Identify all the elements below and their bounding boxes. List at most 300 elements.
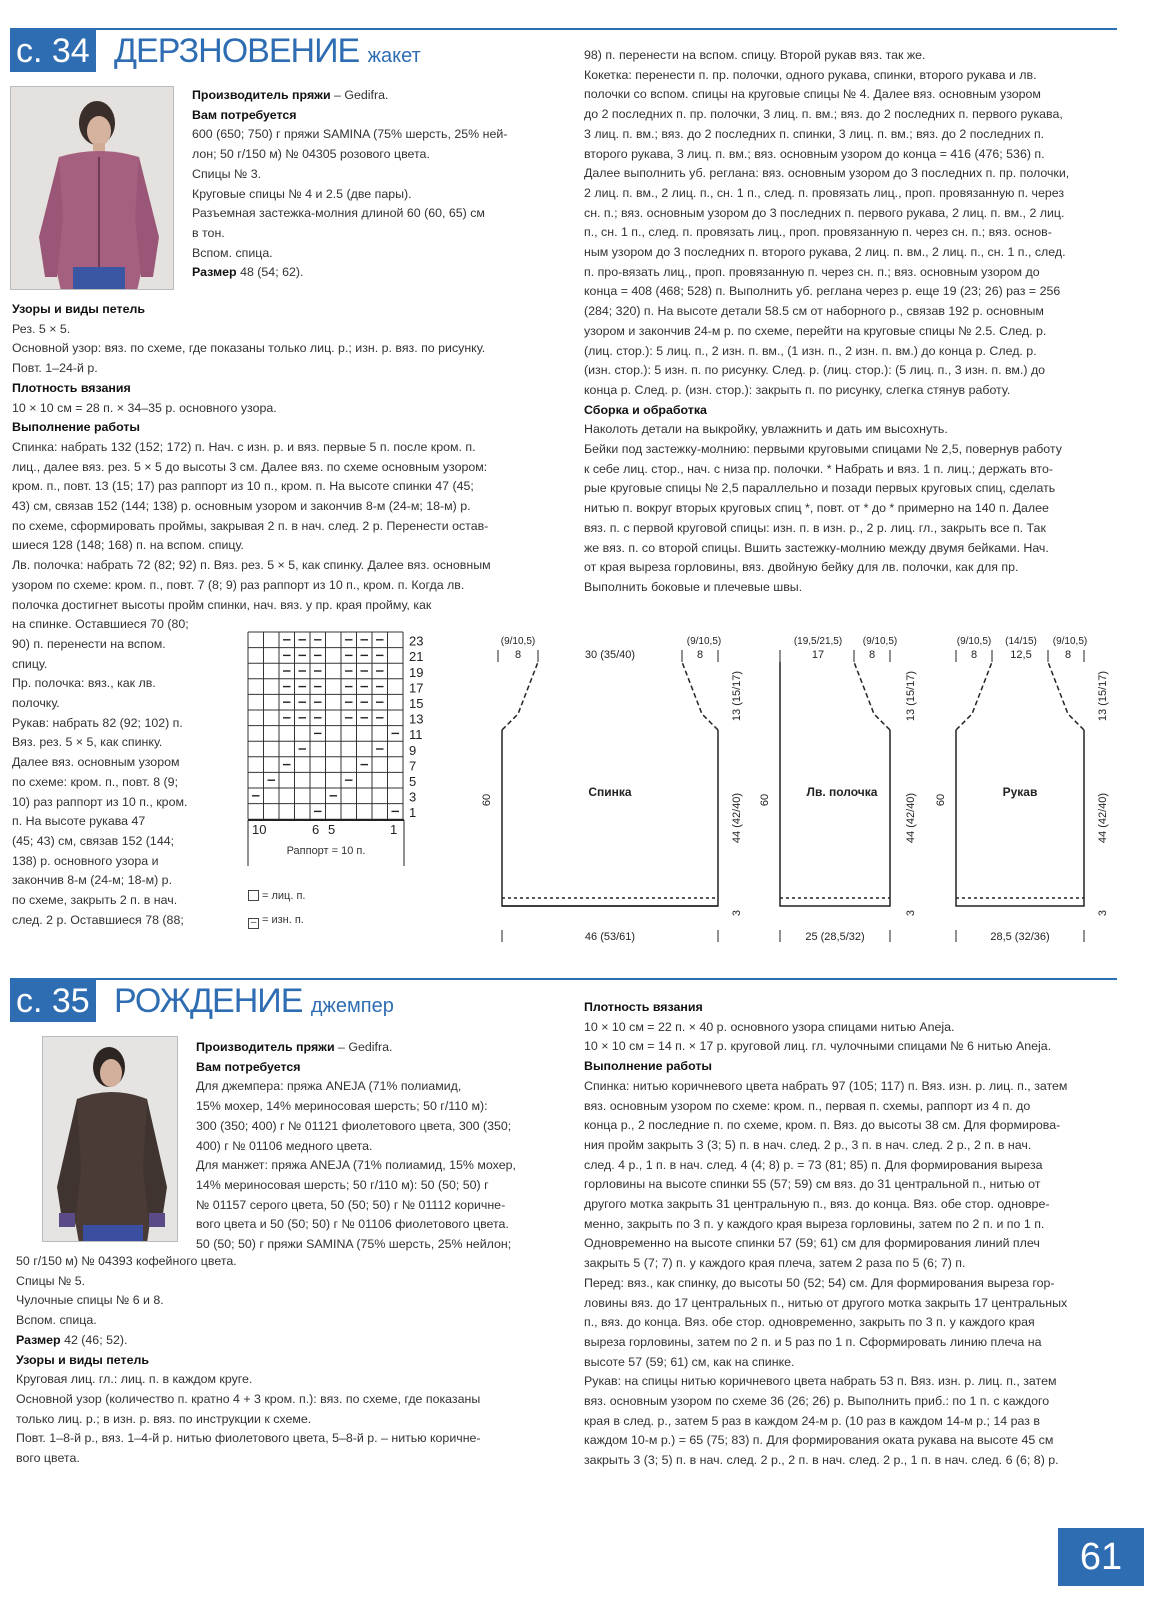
right-line (584, 322, 1069, 342)
right-text: конца р. След. р. (изн. стор.): закрыть п. по рисунку, слегка стянув работу. (584, 382, 1011, 397)
main-text: 138) р. основного узора и (12, 853, 159, 868)
main-text: Вяз. рез. 5 × 5, как спинку. (12, 735, 163, 750)
main-text: п. На высоте рукава 47 (12, 814, 146, 829)
intro-text: Спицы № 3. (192, 166, 262, 181)
right-text: другого мотка закрыть 31 центральную п., вяз. до конца. Вяз. обе стор. одновре- (584, 1197, 1050, 1212)
front-top-dim: 8 (868, 649, 876, 661)
main-text: Лв. полочка: набрать 72 (82; 92) п. Вяз. рез. 5 × 5, как спинку. Далее вяз. основным (12, 558, 491, 573)
section2-page-ref: с. 35 (10, 980, 96, 1022)
chart-row-label: 17 (409, 680, 424, 696)
main-line (12, 576, 491, 596)
main-text: Спицы № 5. (16, 1273, 86, 1288)
purl-symbol-icon: – (248, 918, 259, 929)
right-line (584, 1077, 1067, 1097)
right-text: Выполнить боковые и плечевые швы. (584, 579, 803, 594)
right-line (584, 479, 1069, 499)
sleeve-label: Рукав (1002, 785, 1038, 799)
main-text: узором по схеме: кром. п., повт. 7 (8; 9) раз раппорт из 10 п., кром. п. Когда лв. (12, 577, 465, 592)
right-text: закрыть 5 (7; 7) п. у каждого края плеча, затем 2 раза по 5 (6; 7) п. (584, 1256, 966, 1271)
main-text: 42 (46; 52). (60, 1332, 128, 1347)
legend-knit-text: = лиц. п. (262, 890, 306, 902)
intro-label: Вам потребуется (192, 107, 297, 122)
main-label: Размер (16, 1332, 61, 1347)
chart-grid (248, 632, 423, 820)
main-text: по схеме, закрыть 2 п. в нач. (12, 893, 178, 908)
chart-row-label: 13 (409, 711, 424, 727)
main-text: след. 2 р. Оставшиеся 78 (88; (12, 912, 184, 927)
main-text: Повт. 1–24-й р. (12, 361, 98, 376)
right-text: каждом 10-м р.) = 65 (75; 83) п. Для формирования оката рукава на высоте 45 см (584, 1433, 1054, 1448)
right-text: ным узором до 3 последних п. второго рукава, 2 лиц. п. вм., 2 лиц. п., сн. 1 п., след. (584, 245, 1066, 260)
main-text: только лиц. р.; в изн. р. вяз. по инструкции к схеме. (16, 1411, 312, 1426)
jumper-photo (42, 1036, 178, 1242)
intro-line (196, 1058, 516, 1078)
main-line (16, 1331, 481, 1351)
right-label: Плотность вязания (584, 1000, 703, 1014)
main-text: 50 г/150 м) № 04393 кофейного цвета. (16, 1254, 237, 1268)
section2-title-text: РОЖДЕНИЕ (114, 982, 303, 1020)
main-text: Повт. 1–8-й р., вяз. 1–4-й р. нитью фиолетового цвета, 5–8-й р. – нитью коричне- (16, 1431, 481, 1446)
right-line (584, 1175, 1067, 1195)
main-label: Плотность вязания (12, 380, 131, 395)
right-line (584, 401, 1069, 421)
section2-intro (196, 1038, 516, 1255)
main-line (16, 1410, 481, 1430)
main-text: Круговая лиц. гл.: лиц. п. в каждом круге. (16, 1372, 253, 1387)
main-text: Вспом. спица. (16, 1313, 97, 1328)
right-text: Далее выполнить уб. реглана: вяз. основным узором до 3 последних п. пр. полочки, (584, 166, 1070, 181)
back-side-dim: 3 (731, 909, 743, 917)
section1-title (114, 30, 421, 77)
chart-row-label: 5 (409, 774, 417, 789)
intro-line (196, 1077, 516, 1097)
intro-text: 14% мериносовая шерсть; 50 г/110 м): 50 (50; 50) г (196, 1177, 489, 1192)
main-text: спицу. (12, 656, 48, 671)
section1-kind: жакет (367, 45, 421, 67)
right-text: след. 4 р., 1 п. в нач. след. 4 (4; 8) р. = 73 (81; 85) п. Для формирования выреза (584, 1157, 1043, 1172)
right-label: Выполнение работы (584, 1059, 712, 1074)
right-text: ловины вяз. до 17 центральных п., нитью от другого мотка закрыть 17 центральных (584, 1295, 1068, 1310)
sleeve-top-dim: (9/10,5) (956, 636, 992, 647)
section2-right-text (584, 998, 1067, 1471)
back-side-dim: 13 (15/17) (731, 670, 743, 722)
right-line (584, 1018, 1067, 1038)
right-line (584, 1116, 1067, 1136)
right-line (584, 440, 1069, 460)
sleeve-shape (956, 662, 1084, 906)
right-line (584, 1274, 1067, 1294)
right-text: вяз. п. с первой круговой спицы: изн. п. в изн. р., 2 р. лиц. гл., закрыть все п. Так (584, 520, 1046, 535)
right-line (584, 223, 1069, 243)
back-shape (502, 662, 718, 906)
main-text: Спинка: набрать 132 (152; 172) п. Нач. с изн. р. и вяз. первые 5 п. после кром. п. (12, 439, 476, 454)
intro-text: Круговые спицы № 4 и 2.5 (две пары). (192, 186, 412, 201)
section1-right-text (584, 46, 1069, 598)
right-text: рые круговые спицы № 2,5 параллельно и позади первых круговых спиц, сделать (584, 481, 1056, 496)
main-line (12, 399, 491, 419)
right-text: Спинка: нитью коричневого цвета набрать 97 (105; 117) п. Вяз. изн. р. лиц. п., затем (584, 1078, 1068, 1093)
chart-row-label: 21 (409, 649, 424, 665)
main-text: 90) п. перенести на вспом. (12, 636, 166, 651)
back-height: 60 (481, 793, 493, 807)
right-text: Наколоть детали на выкройку, увлажнить и дать им высохнуть. (584, 422, 948, 437)
intro-line (192, 263, 507, 283)
back-top-dim: (9/10,5) (500, 636, 536, 647)
right-line (584, 1451, 1067, 1471)
chart-row-label: 19 (409, 664, 424, 680)
right-line (584, 1392, 1067, 1412)
intro-text: Для джемпера: пряжа ANEJA (71% полиамид, (196, 1079, 462, 1094)
intro-line (196, 1196, 516, 1216)
right-line (584, 1156, 1067, 1176)
right-line (584, 1333, 1067, 1353)
main-text: (45; 43) см, связав 152 (144; (12, 833, 175, 848)
chart-row-label: 7 (409, 758, 417, 774)
chart-row-label: 1 (409, 805, 417, 821)
intro-line (192, 125, 507, 145)
main-text: Рукав: набрать 82 (92; 102) п. (12, 715, 183, 730)
chart-legend-purl (248, 914, 304, 929)
intro-line (192, 145, 507, 165)
right-text: 10 × 10 см = 22 п. × 40 р. основного узора спицами нитью Aneja. (584, 1019, 955, 1034)
right-line (584, 204, 1069, 224)
front-side-dim: 13 (15/17) (905, 670, 917, 722)
right-text: 3 лиц. п. вм.; вяз. до 2 последних п. спинки, 3 лиц. п. вм.; вяз. до 2 последних п. (584, 126, 1045, 141)
right-line (584, 539, 1069, 559)
intro-label: Размер (192, 265, 237, 280)
intro-line (196, 1156, 516, 1176)
page-number: 61 (1058, 1528, 1144, 1586)
right-line (584, 499, 1069, 519)
main-line (12, 497, 491, 517)
front-top-dim: (9/10,5) (862, 636, 898, 647)
right-line (584, 381, 1069, 401)
sleeve-height: 60 (935, 793, 947, 807)
chart-col-label: 10 (252, 822, 267, 837)
right-line (584, 282, 1069, 302)
right-line (584, 263, 1069, 283)
intro-line (196, 1137, 516, 1157)
jacket-photo (10, 86, 174, 290)
right-text: Перед: вяз., как спинку, до высоты 50 (52; 54) см. Для формирования выреза гор- (584, 1275, 1055, 1290)
right-text: Бейки под застежку-молнию: первыми круговыми спицами № 2,5, повернув работу (584, 442, 1062, 457)
right-text: узором и закончив 24-м р. по схеме, перейти на круговые спицы № 2.5. След. р. (584, 323, 1047, 338)
right-line (584, 243, 1069, 263)
main-line (12, 418, 491, 438)
right-line (584, 184, 1069, 204)
sleeve-top-dim: (9/10,5) (1052, 636, 1088, 647)
front-side-dim: 44 (42/40) (905, 792, 917, 844)
intro-text: 300 (350; 400) г № 01121 фиолетового цвета, 300 (350; (196, 1118, 512, 1133)
right-line (584, 420, 1069, 440)
intro-text: 50 (50; 50) г пряжи SAMINA (75% шерсть, 25% нейлон; (196, 1237, 512, 1252)
main-line (16, 1370, 481, 1390)
sleeve-side-dim: 44 (42/40) (1097, 792, 1109, 844)
back-top-dim: 8 (514, 649, 522, 661)
main-line (16, 1252, 481, 1272)
main-line (16, 1272, 481, 1292)
main-line (16, 1429, 481, 1449)
dimension-ticks (498, 650, 1084, 942)
right-text: Одновременно на высоте спинки 57 (59; 61) см для формирования линий плеч (584, 1236, 1040, 1251)
right-text: п. про-вязать лиц., проп. провязанную п. через сн. п.; вяз. основным узором до (584, 264, 1040, 279)
intro-text: 48 (54; 62). (236, 265, 304, 280)
right-line (584, 1037, 1067, 1057)
intro-text: 400) г № 01106 медного цвета. (196, 1138, 373, 1153)
main-text: Рез. 5 × 5. (12, 321, 71, 336)
intro-text: № 01157 серого цвета, 50 (50; 50) г № 01112 коричне- (196, 1197, 506, 1212)
right-line (584, 1234, 1067, 1254)
intro-text: в тон. (192, 225, 225, 240)
intro-line (192, 204, 507, 224)
right-text: второго рукава, 3 лиц. п. вм.; вяз. основным узором до конца = 416 (476; 536) п. (584, 146, 1045, 161)
right-line (584, 1431, 1067, 1451)
intro-line (196, 1215, 516, 1235)
right-line (584, 1136, 1067, 1156)
front-top-dim: (19,5/21,5) (793, 636, 843, 647)
right-line (584, 558, 1069, 578)
main-line (16, 1311, 481, 1331)
knit-symbol-icon (248, 890, 259, 901)
front-height: 60 (759, 793, 771, 807)
section2-title (114, 980, 394, 1027)
right-line (584, 105, 1069, 125)
right-text: ния пройм закрыть 3 (3; 5) п. в нач. след. 2 р., 3 п. в нач. след. 2 р., 2 п. в нач. (584, 1137, 1032, 1152)
intro-label: Вам потребуется (196, 1059, 301, 1074)
right-text: 98) п. перенести на вспом. спицу. Второй рукав вяз. так же. (584, 48, 926, 62)
section2-main-text (16, 1252, 481, 1469)
knitting-chart (244, 628, 444, 868)
main-line (12, 556, 491, 576)
right-line (584, 164, 1069, 184)
intro-line (196, 1097, 516, 1117)
right-text: края в след. р., затем 5 раз в каждом 24-м р. (10 раз в каждом 14-м р.; 14 раз в (584, 1413, 1040, 1428)
right-line (584, 519, 1069, 539)
right-line (584, 361, 1069, 381)
pattern-schematics (470, 630, 1120, 950)
right-line (584, 85, 1069, 105)
right-text: п., сн. 1 п., след. п. провязать лиц., проп. провязанную п. через сн. п.; вяз. основ- (584, 225, 1052, 240)
section1-intro (192, 86, 507, 283)
chart-row-label: 11 (409, 727, 423, 743)
right-text: закрыть 3 (3; 5) п. в нач. след. 2 р., 2 п. в нач. след. 2 р., 1 п. в нач. след. 6 (6; 8) р. (584, 1453, 1059, 1468)
right-text: сн. п.; вяз. основным узором до 3 последних п. первого рукава, 2 лиц. п. вм., 2 лиц. (584, 205, 1065, 220)
right-line (584, 1372, 1067, 1392)
main-text: Чулочные спицы № 6 и 8. (16, 1293, 164, 1308)
main-line (12, 300, 491, 320)
right-line (584, 1057, 1067, 1077)
main-text: вого цвета. (16, 1451, 80, 1466)
intro-text: 600 (650; 750) г пряжи SAMINA (75% шерсть, 25% ней- (192, 127, 508, 142)
back-top-dim: (9/10,5) (686, 636, 722, 647)
right-text: конца = 408 (468; 528) п. Выполнить уб. реглана через р. еще 19 (23; 26) раз = 256 (584, 284, 1061, 299)
main-line (12, 458, 491, 478)
main-line (12, 339, 491, 359)
sleeve-side-dim: 13 (15/17) (1097, 670, 1109, 722)
back-bottom-dim: 46 (53/61) (584, 931, 636, 943)
front-top-dim: 17 (811, 649, 825, 661)
main-line (12, 517, 491, 537)
main-line (12, 477, 491, 497)
right-text: конца р., 2 последние п. по схеме, кром. п. Вяз. до высоты 38 см. Для формирова- (584, 1118, 1061, 1133)
right-text: (изн. стор.): 5 изн. п. по рисунку. След. р. (лиц. стор.): (5 лиц. п., 3 изн. п. вм.) до (584, 363, 1046, 378)
right-text: вяз. основным узором по схеме 36 (26; 26) р. Выполнить приб.: по 1 п. с каждого (584, 1394, 1050, 1409)
sleeve-top-dim: (14/15) (1005, 636, 1037, 647)
main-label: Выполнение работы (12, 420, 140, 435)
main-line (12, 359, 491, 379)
right-line (584, 1195, 1067, 1215)
right-text: менно, закрыть по 3 п. у каждого края выреза горловины, затем по 2 п. и по 1 п. (584, 1216, 1045, 1231)
right-label: Сборка и обработка (584, 402, 707, 417)
right-line (584, 125, 1069, 145)
right-text: выреза горловины, затем по 2 п. и 5 раз по 1 п. Сформировать линию плеча на (584, 1334, 1042, 1349)
intro-line (192, 86, 507, 106)
main-line (12, 536, 491, 556)
main-line (12, 320, 491, 340)
main-line (16, 1390, 481, 1410)
right-line (584, 460, 1069, 480)
intro-text: Разъемная застежка-молния длиной 60 (60, 65) см (192, 206, 485, 221)
right-text: 2 лиц. п. вм., 2 лиц. п., сн. 1 п., след. п. провязать лиц., проп. провязанную п. через (584, 185, 1065, 200)
intro-line (196, 1038, 516, 1058)
right-text: к себе лиц. стор., нач. с низа пр. полочки. * Набрать и вяз. 1 п. лиц.; держать вто- (584, 461, 1054, 476)
right-text: Кокетка: перенести п. пр. полочки, одного рукава, спинки, второго рукава и лв. (584, 67, 1037, 82)
section2-kind: джемпер (310, 995, 394, 1017)
sleeve-side-dim: 3 (1097, 909, 1109, 917)
right-line (584, 342, 1069, 362)
legend-purl-text: = изн. п. (262, 914, 304, 926)
right-line (584, 998, 1067, 1018)
main-label: Узоры и виды петель (12, 302, 145, 316)
front-label: Лв. полочка (806, 785, 878, 799)
main-line (12, 438, 491, 458)
main-text: 43) см, связав 152 (144; 138) р. основным узором и закончив 8-м (24-м; 18-м) р. (12, 499, 471, 514)
right-text: 10 × 10 см = 14 п. × 17 р. круговой лиц. гл. чулочными спицами № 6 нитью Aneja. (584, 1039, 1052, 1054)
main-text: лиц., далее вяз. рез. 5 × 5 до высоты 3 см. Далее вяз. по схеме основным узором: (12, 459, 488, 474)
main-line (12, 379, 491, 399)
right-text: до 2 последних п. пр. полочки, 3 лиц. п. вм.; вяз. до 2 последних п. первого рукава, (584, 107, 1063, 122)
intro-text: лон; 50 г/150 м) № 04305 розового цвета. (192, 147, 430, 162)
back-label: Спинка (588, 785, 632, 799)
main-text: шиеся 128 (148; 168) п. на вспом. спицу. (12, 538, 244, 553)
chart-rapport-label: Раппорт = 10 п. (286, 845, 366, 857)
right-line (584, 1294, 1067, 1314)
right-text: вяз. основным узором по схеме: кром. п., первая п. схемы, раппорт из 4 п. до (584, 1098, 1031, 1113)
chart-col-label: 5 (328, 822, 336, 837)
right-line (584, 1353, 1067, 1373)
chart-row-label: 15 (409, 696, 424, 711)
right-text: от края выреза горловины, вяз. двойную бейку для лв. полочки, как для пр. (584, 560, 1019, 575)
right-line (584, 145, 1069, 165)
sleeve-top-dim: 8 (970, 649, 978, 661)
chart-col-label: 1 (390, 822, 398, 837)
back-side-dim: 44 (42/40) (731, 792, 743, 844)
right-text: (лиц. стор.): 5 лиц. п., 2 изн. п. вм., (1 изн. п., 2 изн. п. вм.) до конца р. След. р. (584, 343, 1037, 358)
right-text: горловины на высоте спинки 55 (57; 59) см вяз. до 31 центральной п., нитью от (584, 1177, 1041, 1192)
main-text: по схеме, сформировать проймы, закрывая 2 п. в нач. след. 2 р. Перенести остав- (12, 518, 489, 533)
main-label: Узоры и виды петель (16, 1352, 149, 1367)
main-text: 10) раз раппорт из 10 п., кром. (12, 794, 188, 809)
chart-row-label: 23 (409, 633, 424, 649)
main-text: закончив 8-м (24-м; 18-м) р. (12, 873, 173, 888)
sleeve-bottom-dim: 28,5 (32/36) (990, 931, 1050, 943)
chart-legend-knit (248, 890, 305, 902)
back-top-dim: 8 (696, 649, 704, 661)
intro-text: 15% мохер, 14% мериносовая шерсть; 50 г/110 м): (196, 1099, 488, 1114)
main-text: Основной узор (количество п. кратно 4 + 3 кром. п.): вяз. по схеме, где показаны (16, 1391, 481, 1406)
jumper-model-illustration (43, 1037, 178, 1242)
right-text: Рукав: на спицы нитью коричневого цвета набрать 53 п. Вяз. изн. р. лиц. п., затем (584, 1374, 1057, 1389)
intro-line (192, 106, 507, 126)
intro-line (192, 165, 507, 185)
main-text: Далее вяз. основным узором (12, 755, 180, 770)
main-text: кром. п., повт. 13 (15; 17) раз раппорт из 10 п., кром. п. На высоте спинки 47 (45; (12, 479, 474, 494)
right-text: же вяз. п. со второй спицы. Вшить застежку-молнию между двумя бейками. Нач. (584, 540, 1049, 555)
section1-title-text: ДЕРЗНОВЕНИЕ (114, 32, 360, 70)
main-text: Основной узор: вяз. по схеме, где показаны только лиц. р.; изн. р. вяз. по рисунку. (12, 341, 486, 356)
right-text: нитью п. вокруг вторых круговых спиц *, повт. от * до * примерно на 140 п. Далее (584, 501, 1049, 516)
right-line (584, 578, 1069, 598)
right-line (584, 66, 1069, 86)
main-text: полочка достигнет высоты пройм спинки, нач. вяз. у пр. края пройму, как (12, 597, 432, 612)
intro-line (192, 244, 507, 264)
main-line (16, 1291, 481, 1311)
intro-text: Вспом. спица. (192, 245, 273, 260)
main-text: Пр. полочка: вяз., как лв. (12, 676, 156, 691)
chart-row-label: 3 (409, 789, 417, 805)
chart-row-label: 9 (409, 742, 417, 758)
main-line (16, 1449, 481, 1469)
intro-label: Производитель пряжи (196, 1040, 335, 1054)
main-line (16, 1351, 481, 1371)
right-line (584, 1215, 1067, 1235)
main-line (12, 596, 491, 616)
intro-text: – Gedifra. (334, 1040, 393, 1054)
section1-page-ref: с. 34 (10, 30, 96, 72)
sleeve-top-dim: 8 (1064, 649, 1072, 661)
main-text: 10 × 10 см = 28 п. × 34–35 р. основного узора. (12, 400, 277, 415)
main-line (12, 871, 491, 891)
intro-line (196, 1176, 516, 1196)
intro-text: Для манжет: пряжа ANEJA (71% полиамид, 15% мохер, (196, 1158, 516, 1173)
intro-line (192, 224, 507, 244)
intro-text: вого цвета и 50 (50; 50) г № 01106 фиолетового цвета. (196, 1217, 509, 1232)
front-shape (780, 662, 890, 906)
main-text: по схеме: кром. п., повт. 8 (9; (12, 774, 179, 789)
right-text: высоте 57 (59; 61) см, как на спинке. (584, 1354, 795, 1369)
back-neck-dim: 30 (35/40) (584, 649, 636, 661)
intro-line (196, 1117, 516, 1137)
sleeve-top-dim: 12,5 (1010, 649, 1032, 661)
right-line (584, 302, 1069, 322)
right-line (584, 1313, 1067, 1333)
right-line (584, 1254, 1067, 1274)
chart-col-label: 6 (312, 822, 320, 837)
intro-line (192, 185, 507, 205)
front-side-dim: 3 (905, 909, 917, 917)
right-text: п., вяз. до конца. Вяз. обе стор. одновременно, закрыть по 3 п. у каждого края (584, 1315, 1035, 1330)
right-text: полочки со вспом. спицы на круговые спицы № 4. Далее вяз. основным узором (584, 87, 1041, 102)
main-text: на спинке. Оставшиеся 70 (80; (12, 617, 189, 632)
intro-label: Производитель пряжи (192, 88, 331, 102)
intro-text: – Gedifra. (330, 88, 389, 102)
main-text: полочку. (12, 696, 60, 711)
jacket-model-illustration (11, 87, 174, 290)
right-line (584, 46, 1069, 66)
right-text: (284; 320) п. На высоте детали 58.5 см от наборного р., связав 192 р. основным (584, 304, 1044, 319)
right-line (584, 1097, 1067, 1117)
right-line (584, 1412, 1067, 1432)
